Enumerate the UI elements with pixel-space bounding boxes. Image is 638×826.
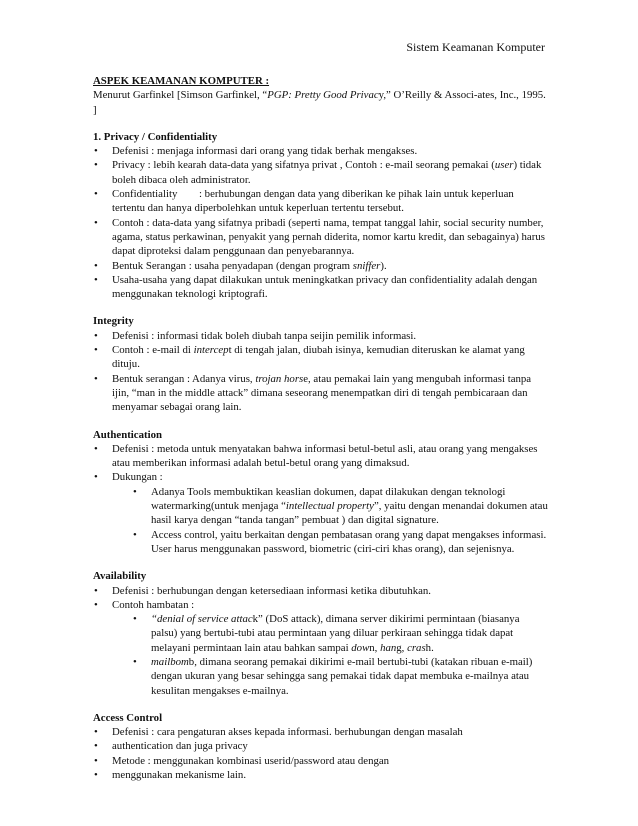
item-italic: cras xyxy=(407,641,426,654)
item-text: Contoh : e-mail di xyxy=(112,344,194,357)
list-item: • Defenisi : informasi tidak boleh diubah tanpa seijin pemilik informasi. xyxy=(93,329,548,343)
section-access-control xyxy=(93,711,548,782)
list-item: • Metode : menggunakan kombinasi userid/password atau dengan xyxy=(93,754,548,768)
intro-text: Menurut Garfinkel [Simson Garfinkel, “ xyxy=(93,89,268,102)
item-text: n, xyxy=(369,641,381,654)
list-item: • Usaha-usaha yang dapat dilakukan untuk meningkatkan privacy dan confidentiality adalah dengan menggunakan teknologi kriptografi. xyxy=(93,273,548,302)
section-heading: 1. Privacy / Confidentiality xyxy=(93,130,218,143)
item-text: Adanya Tools membuktikan keaslian dokumen, dapat dilakukan dengan teknologi watermarking(untuk menjaga “ xyxy=(151,485,506,513)
list-item: • Defenisi : berhubungan dengan ketersediaan informasi ketika dibutuhkan. xyxy=(93,584,548,598)
list-item: • Contoh : data-data yang sifatnya pribadi (seperti nama, tempat tanggal lahir, social security number, agama, status perkawinan, penyakit yang pernah diderita, nomor kartu kredit, dan sebagainya) harus dapat diproteksi dalam penggunaan dan penyebarannya. xyxy=(93,216,548,259)
list-item xyxy=(93,259,548,273)
list-item xyxy=(93,372,548,415)
item-text: Dukungan : xyxy=(112,471,163,484)
bullet-list xyxy=(93,442,548,556)
item-text: g, xyxy=(396,641,408,654)
item-text: Privacy : lebih kearah data-data yang sifatnya privat , Contoh : e-mail seorang pemakai ( xyxy=(112,159,495,172)
sub-bullet-list xyxy=(132,612,548,698)
intro-italic: PGP: Pretty Good Privac xyxy=(267,89,379,102)
intro-text-end: y,” O’Reilly & Associ-ates, Inc., 1995. ] xyxy=(93,89,546,116)
bullet-list xyxy=(93,329,548,415)
list-item xyxy=(93,470,548,556)
item-text: Bentuk serangan : Adanya virus, xyxy=(112,372,256,385)
item-italic: trojan hors xyxy=(255,372,304,385)
item-text: b, dimana seorang pemakai dikirimi e-mail bertubi-tubi (katakan ribuan e-mail) dengan ukuran yang besar sehingga sang pemakai tidak dapat membuka e-mailnya atau kesulitan mengakses e-mailnya. xyxy=(151,655,533,697)
bullet-list xyxy=(93,725,548,782)
item-text: Bentuk Serangan : usaha penyadapan (dengan program xyxy=(112,259,353,272)
list-item: • Defenisi : metoda untuk menyatakan bahwa informasi betul-betul asli, atau orang yang mengakses atau memberikan informasi adalah betul-betul orang yang dimaksud. xyxy=(93,442,548,471)
sub-list-item xyxy=(132,655,548,698)
page-header: Sistem Keamanan Komputer xyxy=(406,40,545,54)
item-text: e, atau pemakai lain yang mengubah informasi tanpa ijin, “man in the middle attack” dimana seseorang menempatkan diri di tengah pembicaraan dan menyamar sebagai orang lain. xyxy=(112,372,532,414)
item-text: t di tengah jalan, diubah isinya, kemudian diteruskan ke alamat yang dituju. xyxy=(112,344,525,371)
section-integrity xyxy=(93,314,548,414)
bullet-list xyxy=(93,144,548,301)
document-body xyxy=(93,74,548,782)
item-italic: han xyxy=(380,641,397,654)
document-title: ASPEK KEAMANAN KOMPUTER : xyxy=(93,75,270,87)
sub-bullet-list xyxy=(132,485,548,556)
list-item: • Confidentiality : berhubungan dengan data yang diberikan ke pihak lain untuk keperluan tertentu dan hanya diperbolehkan untuk keperluan tertentu tersebut. xyxy=(93,187,548,216)
section-privacy xyxy=(93,130,548,302)
item-text: h. xyxy=(425,641,434,654)
list-item xyxy=(93,158,548,187)
list-item: • Defenisi : menjaga informasi dari orang yang tidak berhak mengakses. xyxy=(93,144,548,158)
section-heading: Integrity xyxy=(93,315,134,328)
item-text: ). xyxy=(380,259,387,272)
item-text: Contoh hambatan : xyxy=(112,598,195,611)
item-italic: intercep xyxy=(193,344,229,357)
intro-paragraph xyxy=(93,88,548,117)
bullet-list xyxy=(93,584,548,698)
item-italic: mailbom xyxy=(151,655,189,668)
section-heading: Authentication xyxy=(93,428,162,441)
item-italic: intellectual property xyxy=(285,500,374,513)
item-italic: “denial of service attac xyxy=(151,613,253,626)
item-text: ”, yaitu dengan menandai dokumen atau hasil karya dengan “tanda tangan” pembuat ) dan digital signature. xyxy=(151,500,548,527)
list-item: • Defenisi : cara pengaturan akses kepada informasi. berhubungan dengan masalah xyxy=(93,725,548,739)
item-text: ) tidak boleh dibaca oleh administrator. xyxy=(112,159,542,186)
list-item: • menggunakan mekanisme lain. xyxy=(93,768,548,782)
sub-list-item xyxy=(132,485,548,528)
sub-list-item: • Access control, yaitu berkaitan dengan pembatasan orang yang dapat mengakses informasi. User harus menggunakan password, biometric (ciri-ciri khas orang), dan sejenisnya. xyxy=(132,528,548,557)
list-item xyxy=(93,343,548,372)
item-text: k” (DoS attack), dimana server dikirimi permintaan (biasanya palsu) yang bertubi-tubi atau permintaan yang diluar perkiraan sehingga tidak dapat melayani permintaan lain atau bahkan sampai xyxy=(151,613,520,654)
item-italic: sniffer xyxy=(352,259,381,272)
list-item xyxy=(93,598,548,698)
section-heading: Access Control xyxy=(93,711,163,724)
section-heading: Availability xyxy=(93,570,147,583)
list-item: • authentication dan juga privacy xyxy=(93,739,548,753)
section-availability xyxy=(93,569,548,698)
section-authentication xyxy=(93,428,548,557)
item-italic: dow xyxy=(351,641,370,654)
item-italic: user xyxy=(494,159,514,172)
sub-list-item xyxy=(132,612,548,655)
